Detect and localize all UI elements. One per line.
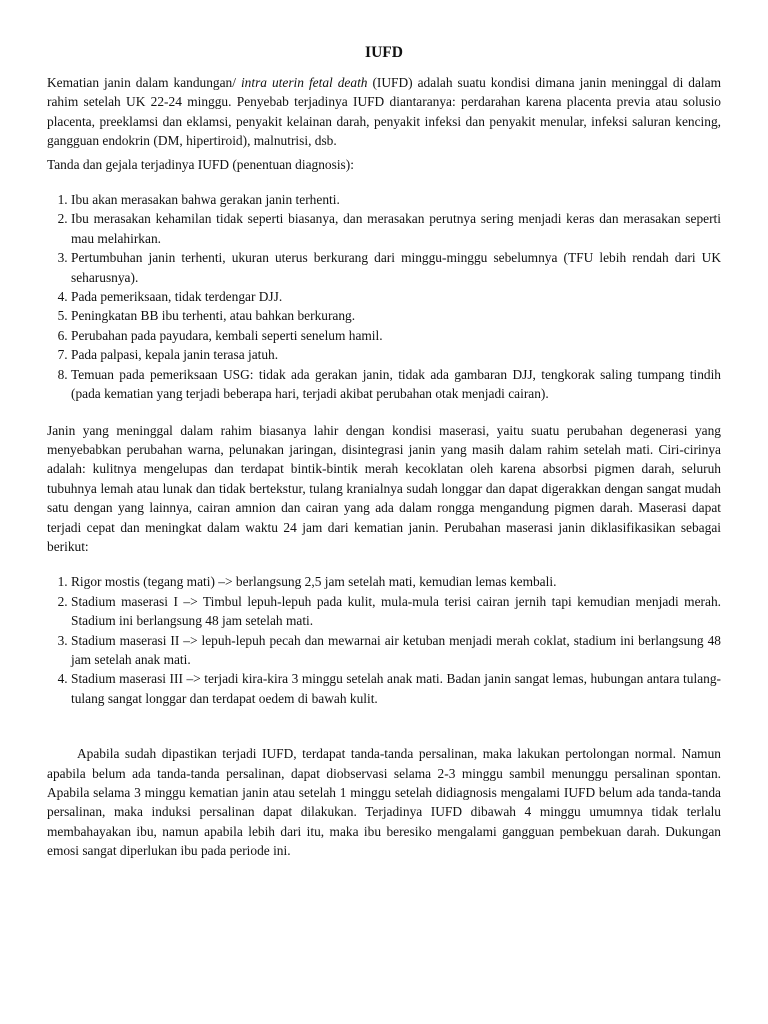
intro-lead: Kematian janin dalam kandungan/ [47, 75, 241, 90]
maserasi-stages-list [47, 572, 721, 708]
list-item: 2. Stadium maserasi I –> Timbul lepuh-lepuh pada kulit, mula-mula terisi cairan jernih tapi kemudian menjadi merah. Stadium ini berlangsung 48 jam setelah mati. [71, 592, 721, 631]
intro-term: intra uterin fetal death [240, 75, 368, 90]
list-item: 3. Stadium maserasi II –> lepuh-lepuh pecah dan mewarnai air ketuban menjadi merah coklat, stadium ini berlangsung 48 jam setelah anak mati. [71, 631, 721, 670]
signs-list [47, 190, 721, 403]
document-page [47, 0, 721, 861]
signs-heading: Tanda dan gejala terjadinya IUFD (penentuan diagnosis): [47, 156, 354, 172]
closing-paragraph: Apabila sudah dipastikan terjadi IUFD, terdapat tanda-tanda persalinan, maka lakukan pertolongan normal. Namun apabila belum ada tanda-tanda persalinan, dapat diobservasi selama 2-3 minggu sambil menunggu persalinan spontan. Apabila selama 3 minggu kematian janin atau setelah 1 minggu setelah didiagnosis mengalami IUFD belum ada tanda-tanda persalinan, maka induksi persalinan dapat dilakukan. Terjadinya IUFD dibawah 4 minggu umumnya tidak terlalu membahayakan ibu, namun apabila lebih dari itu, maka ibu beresiko mengalami gangguan pembekuan darah. Dukungan emosi sangat diperlukan ibu pada periode ini. [47, 746, 721, 859]
list-item: 2. Ibu merasakan kehamilan tidak seperti biasanya, dan merasakan perutnya sering menjadi keras dan merasakan seperti mau melahirkan. [71, 209, 721, 248]
list-item: 4. Pada pemeriksaan, tidak terdengar DJJ. [71, 287, 721, 306]
intro-rest: (IUFD) adalah suatu kondisi dimana janin meninggal di dalam rahim setelah UK 22-24 minggu. Penyebab terjadinya IUFD diantaranya: perdarahan karena placenta previa atau solusio placenta, preeklamsi dan eklamsi, penyakit kelainan darah, penyakit infeksi dan penyakit menular, infeksi saluran kencing, gangguan endokrin (DM, hipertiroid), malnutrisi, dsb. [47, 75, 721, 149]
list-item: 7. Pada palpasi, kepala janin terasa jatuh. [71, 345, 721, 364]
intro-paragraph [47, 73, 721, 151]
list-item: 5. Peningkatan BB ibu terhenti, atau bahkan berkurang. [71, 306, 721, 325]
maserasi-paragraph: Janin yang meninggal dalam rahim biasanya lahir dengan kondisi maserasi, yaitu suatu perubahan degenerasi yang menyebabkan perubahan warna, pelunakan jaringan, disintegrasi janin yang masih dalam rahim setelah mati. Ciri-cirinya adalah: kulitnya mengelupas dan terdapat bintik-bintik merah kecoklatan oleh karena absorbsi pigmen darah, seluruh tubuhnya lemah atau lunak dan tidak bertekstur, tulang kranialnya sudah longgar dan dapat digerakkan dengan sangat mudah satu dengan yang lainnya, cairan amnion dan cairan yang ada dalam rongga mengandung pigmen darah. Maserasi dapat terjadi cepat dan meningkat dalam waktu 24 jam dari kematian janin. Perubahan maserasi janin diklasifikasikan sebagai berikut: [47, 422, 721, 554]
list-item: 6. Perubahan pada payudara, kembali seperti senelum hamil. [71, 326, 721, 345]
list-item: 1. Rigor mostis (tegang mati) –> berlangsung 2,5 jam setelah mati, kemudian lemas kembali. [71, 572, 721, 591]
list-item: 4. Stadium maserasi III –> terjadi kira-kira 3 minggu setelah anak mati. Badan janin sangat lemas, hubungan antara tulang-tulang sangat longgar dan terdapat oedem di bawah kulit. [71, 669, 721, 708]
list-item: 3. Pertumbuhan janin terhenti, ukuran uterus berkurang dari minggu-minggu sebelumnya (TFU lebih rendah dari UK seharusnya). [71, 248, 721, 287]
list-item: 8. Temuan pada pemeriksaan USG: tidak ada gerakan janin, tidak ada gambaran DJJ, tengkorak saling tumpang tindih (pada kematian yang terjadi beberapa hari, terjadi akibat perubahan otak menjadi cairan). [71, 365, 721, 404]
document-title: IUFD [365, 44, 403, 61]
list-item: 1. Ibu akan merasakan bahwa gerakan janin terhenti. [71, 190, 721, 209]
